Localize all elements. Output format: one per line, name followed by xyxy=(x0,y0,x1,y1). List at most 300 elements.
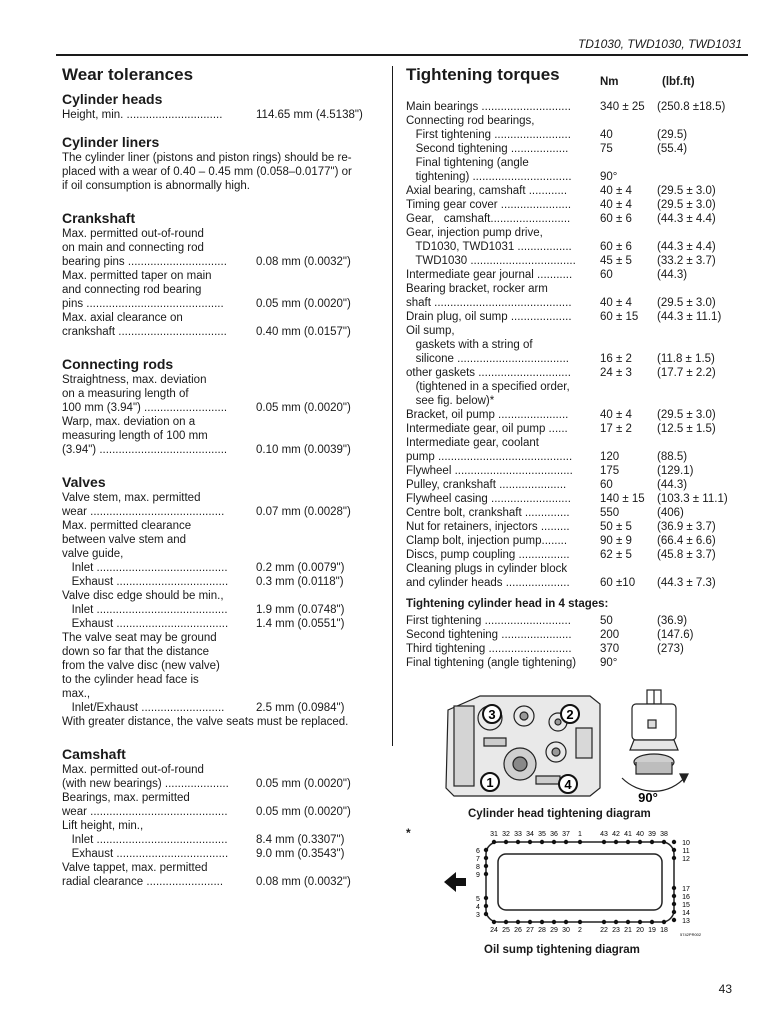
tolerance-row xyxy=(62,659,384,673)
sump-bolt-number: 10 xyxy=(682,840,690,847)
tolerance-row xyxy=(62,631,384,645)
sump-bolt-number: 27 xyxy=(526,927,534,934)
sump-bolt-dot xyxy=(672,840,676,844)
torque-nm: 90° xyxy=(600,171,618,183)
torque-nm: 90° xyxy=(600,657,618,669)
tolerance-label: Warp, max. deviation on a xyxy=(62,416,196,428)
tolerance-label: max., xyxy=(62,688,91,700)
tolerance-value: 9.0 mm (0.3543") xyxy=(256,848,345,860)
torque-nm: 120 xyxy=(600,451,620,463)
sump-bolt-number: 37 xyxy=(562,831,570,838)
sump-bolt-number: 13 xyxy=(682,918,690,925)
torque-row xyxy=(406,380,758,394)
torque-lbf: (17.7 ± 2.2) xyxy=(657,367,716,379)
torque-lbf: (11.8 ± 1.5) xyxy=(657,353,715,365)
sump-bolt-dot xyxy=(672,856,676,860)
sump-bolt-number: 42 xyxy=(612,831,620,838)
tolerance-label: pins ........................................... xyxy=(62,298,224,310)
torque-row xyxy=(406,394,758,408)
tolerance-row xyxy=(62,429,384,443)
tolerance-value: 0.05 mm (0.0020") xyxy=(256,402,351,414)
tolerance-row xyxy=(62,297,384,311)
connecting-rods-rows xyxy=(62,373,384,457)
sump-bolt-number: 2 xyxy=(578,927,582,934)
torque-label: Second tightening ...................... xyxy=(406,629,572,641)
sump-bolt-number: 20 xyxy=(636,927,644,934)
sump-bolt-dot xyxy=(492,840,496,844)
torque-label: Intermediate gear, oil pump ...... xyxy=(406,423,568,435)
sump-bolt-dot xyxy=(626,840,630,844)
tolerance-row xyxy=(62,833,384,847)
sump-bolt-dot xyxy=(672,902,676,906)
tolerance-label: valve guide, xyxy=(62,548,124,560)
sump-bolt-number: 41 xyxy=(624,831,632,838)
torque-lbf: (88.5) xyxy=(657,451,688,463)
torque-lbf: (44.3 ± 11.1) xyxy=(657,311,722,323)
torque-nm: 40 ± 4 xyxy=(600,409,632,421)
tolerance-row xyxy=(62,673,384,687)
torque-label: Flywheel casing ......................... xyxy=(406,493,571,505)
sump-bolt-number: 25 xyxy=(502,927,510,934)
torque-label: Bracket, oil pump ...................... xyxy=(406,409,569,421)
torque-row xyxy=(406,128,758,142)
stages-heading: Tightening cylinder head in 4 stages: xyxy=(406,598,609,610)
torque-row xyxy=(406,156,758,170)
torque-label: Third tightening .......................... xyxy=(406,643,572,655)
torque-lbf: (45.8 ± 3.7) xyxy=(657,549,716,561)
torque-row xyxy=(406,562,758,576)
torque-lbf: (29.5 ± 3.0) xyxy=(657,409,716,421)
sump-bolt-dot xyxy=(650,920,654,924)
tolerance-row xyxy=(62,875,384,889)
sump-bolt-dot xyxy=(650,840,654,844)
torque-nm: 75 xyxy=(600,143,613,155)
tolerance-row xyxy=(62,255,384,269)
header-rule xyxy=(56,54,748,56)
torque-lbf: (29.5) xyxy=(657,129,688,141)
tolerance-label: (3.94") ........................................ xyxy=(62,444,228,456)
torque-label: Main bearings ............................ xyxy=(406,101,571,113)
torque-nm: 40 ± 4 xyxy=(600,185,632,197)
sump-bolt-number: 24 xyxy=(490,927,498,934)
bolt-label-4: 4 xyxy=(564,777,572,792)
torque-label: gaskets with a string of xyxy=(406,339,533,351)
torque-row xyxy=(406,324,758,338)
torque-rows xyxy=(406,100,758,590)
torque-row xyxy=(406,184,758,198)
tolerance-label: Inlet ......................................... xyxy=(62,604,228,616)
torque-label: Clamp bolt, injection pump........ xyxy=(406,535,568,547)
tolerance-row xyxy=(62,589,384,603)
tolerance-row xyxy=(62,847,384,861)
sump-bolt-dot xyxy=(484,896,488,900)
torque-label: TD1030, TWD1031 ................. xyxy=(406,241,572,253)
torque-row xyxy=(406,114,758,128)
oil-sump-diagram-caption: Oil sump tightening diagram xyxy=(484,944,640,956)
sump-bolt-dot xyxy=(564,840,568,844)
tolerance-label: Max. permitted taper on main xyxy=(62,270,212,282)
cylinder-liners-text xyxy=(62,151,384,193)
torque-nm: 40 ± 4 xyxy=(600,199,632,211)
crankshaft-rows xyxy=(62,227,384,339)
torque-nm: 40 xyxy=(600,129,613,141)
tolerance-row xyxy=(62,443,384,457)
sump-bolt-number: 22 xyxy=(600,927,608,934)
torque-row xyxy=(406,254,758,268)
angle-tightening-drawing xyxy=(622,690,688,791)
torque-row xyxy=(406,656,758,670)
tolerance-row xyxy=(62,269,384,283)
torque-label: Cleaning plugs in cylinder block xyxy=(406,563,568,575)
tolerance-label: wear .......................................... xyxy=(62,506,225,518)
torque-label: Second tightening .................. xyxy=(406,143,569,155)
sump-bolt-number: 43 xyxy=(600,831,608,838)
tolerance-label: and connecting rod bearing xyxy=(62,284,202,296)
torque-nm: 370 xyxy=(600,643,620,655)
torque-row xyxy=(406,212,758,226)
stage-rows xyxy=(406,614,758,670)
sump-bolt-dot xyxy=(552,840,556,844)
sump-bolt-dot xyxy=(484,856,488,860)
torque-row xyxy=(406,520,758,534)
tolerance-label: Inlet/Exhaust .......................... xyxy=(62,702,225,714)
tolerance-row xyxy=(62,519,384,533)
tolerance-label: crankshaft .................................. xyxy=(62,326,227,338)
oil-sump-outline xyxy=(486,842,674,922)
valves-rows xyxy=(62,491,384,729)
tolerance-value: 114.65 mm (4.5138") xyxy=(256,109,363,121)
sump-bolt-dot xyxy=(672,918,676,922)
sump-bolt-dot xyxy=(638,840,642,844)
unit-header xyxy=(406,76,758,92)
tolerance-row xyxy=(62,505,384,519)
sump-bolt-number: 5 xyxy=(476,896,480,903)
sump-bolt-dot xyxy=(528,920,532,924)
torque-lbf: (129.1) xyxy=(657,465,694,477)
sump-bolt-dot xyxy=(484,848,488,852)
torque-row xyxy=(406,436,758,450)
torque-row xyxy=(406,352,758,366)
tightening-torques-column xyxy=(406,64,758,670)
tolerance-row xyxy=(62,819,384,833)
sump-bolt-dot xyxy=(602,840,606,844)
torque-label: Gear, camshaft......................... xyxy=(406,213,571,225)
torque-row xyxy=(406,450,758,464)
torque-row xyxy=(406,296,758,310)
torque-nm: 16 ± 2 xyxy=(600,353,632,365)
tolerance-row xyxy=(62,575,384,589)
torque-lbf: (36.9) xyxy=(657,615,688,627)
torque-row xyxy=(406,226,758,240)
header-models: TD1030, TWD1030, TWD1031 xyxy=(577,37,742,51)
torque-row xyxy=(406,366,758,380)
sump-bolt-dot xyxy=(614,840,618,844)
torque-label: Axial bearing, camshaft ............ xyxy=(406,185,568,197)
sump-bolt-dot xyxy=(672,910,676,914)
crankshaft-heading: Crankshaft xyxy=(62,210,136,226)
sump-bolt-dot xyxy=(484,864,488,868)
tolerance-row xyxy=(62,617,384,631)
sump-bolt-number: 34 xyxy=(526,831,534,838)
torque-row xyxy=(406,198,758,212)
torque-lbf: (250.8 ±18.5) xyxy=(657,101,726,113)
tolerance-row xyxy=(62,603,384,617)
tolerance-row xyxy=(62,533,384,547)
sump-bolt-dot xyxy=(602,920,606,924)
torque-label: Centre bolt, crankshaft .............. xyxy=(406,507,570,519)
torque-nm: 60 xyxy=(600,479,613,491)
sump-bolt-number: 6 xyxy=(476,848,480,855)
torque-label: Nut for retainers, injectors ......... xyxy=(406,521,570,533)
sump-bolt-number: 15 xyxy=(682,902,690,909)
unit-nm: Nm xyxy=(600,76,619,88)
torque-nm: 50 xyxy=(600,615,613,627)
torque-row xyxy=(406,534,758,548)
tolerance-value: 2.5 mm (0.0984") xyxy=(256,702,345,714)
sump-bolt-number: 1 xyxy=(578,831,582,838)
torque-row xyxy=(406,282,758,296)
tolerance-label: Straightness, max. deviation xyxy=(62,374,207,386)
torque-lbf: (44.3 ± 4.4) xyxy=(657,213,716,225)
sump-bolt-number: 4 xyxy=(476,904,480,911)
torque-row xyxy=(406,170,758,184)
tolerance-label: wear ........................................... xyxy=(62,806,228,818)
torque-row xyxy=(406,142,758,156)
tolerance-label: down so far that the distance xyxy=(62,646,210,658)
liners-text-line: The cylinder liner (pistons and piston rings) should be re- xyxy=(62,152,352,164)
sump-bolt-dot xyxy=(672,886,676,890)
unit-lbf: (lbf.ft) xyxy=(662,76,695,88)
tolerance-value: 0.08 mm (0.0032") xyxy=(256,876,351,888)
sump-bolt-dot xyxy=(492,920,496,924)
cylinder-heads-rows xyxy=(62,108,384,122)
sump-bolt-number: 14 xyxy=(682,910,690,917)
tolerance-label: Exhaust ................................... xyxy=(62,618,229,630)
figure-code: 5742PR002 xyxy=(680,932,702,937)
torque-row xyxy=(406,310,758,324)
column-divider xyxy=(392,66,393,746)
sump-bolt-number: 21 xyxy=(624,927,632,934)
torque-row xyxy=(406,338,758,352)
tolerance-label: bearing pins ............................... xyxy=(62,256,227,268)
torque-label: Drain plug, oil sump ................... xyxy=(406,311,572,323)
tolerance-row xyxy=(62,387,384,401)
sump-bolt-number: 12 xyxy=(682,856,690,863)
sump-bolt-number: 18 xyxy=(660,927,668,934)
sump-bolt-number: 28 xyxy=(538,927,546,934)
sump-bolt-dot xyxy=(614,920,618,924)
sump-bolt-number: 9 xyxy=(476,872,480,879)
sump-bolt-number: 17 xyxy=(682,886,690,893)
tolerance-row xyxy=(62,227,384,241)
sump-bolt-dot xyxy=(540,920,544,924)
torque-nm: 175 xyxy=(600,465,620,477)
camshaft-rows xyxy=(62,763,384,889)
cylinder-liners-heading: Cylinder liners xyxy=(62,134,160,150)
tolerance-label: Lift height, min., xyxy=(62,820,144,832)
tolerance-row xyxy=(62,777,384,791)
torque-lbf: (406) xyxy=(657,507,684,519)
torque-label: Flywheel ..................................... xyxy=(406,465,573,477)
torque-nm: 60 xyxy=(600,269,613,281)
tolerance-row xyxy=(62,561,384,575)
torque-row xyxy=(406,422,758,436)
torque-lbf: (273) xyxy=(657,643,684,655)
tolerance-row xyxy=(62,791,384,805)
torque-row xyxy=(406,614,758,628)
tolerance-row xyxy=(62,415,384,429)
tolerance-label: (with new bearings) .................... xyxy=(62,778,229,790)
cylinder-heads-heading: Cylinder heads xyxy=(62,91,163,107)
tolerance-label: Max. axial clearance on xyxy=(62,312,183,324)
sump-bolt-dot xyxy=(662,840,666,844)
tolerance-value: 1.9 mm (0.0748") xyxy=(256,604,345,616)
liners-text-line: placed with a wear of 0.40 – 0.45 mm (0.058–0.0177") or xyxy=(62,166,352,178)
torque-label: silicone ................................... xyxy=(406,353,569,365)
torque-nm: 62 ± 5 xyxy=(600,549,632,561)
sump-bolt-dot xyxy=(484,904,488,908)
tolerance-row xyxy=(62,763,384,777)
sump-bolt-dot xyxy=(672,894,676,898)
torque-nm: 60 ± 6 xyxy=(600,241,632,253)
torque-lbf: (55.4) xyxy=(657,143,688,155)
torque-label: Oil sump, xyxy=(406,325,455,337)
sump-bolt-number: 29 xyxy=(550,927,558,934)
torque-lbf: (29.5 ± 3.0) xyxy=(657,185,716,197)
tolerance-label: Max. permitted out-of-round xyxy=(62,228,204,240)
sump-bolt-number: 16 xyxy=(682,894,690,901)
tolerance-row xyxy=(62,373,384,387)
tolerance-value: 0.10 mm (0.0039") xyxy=(256,444,351,456)
tolerance-label: to the cylinder head face is xyxy=(62,674,199,686)
page-number: 43 xyxy=(718,982,732,996)
torque-label: other gaskets ............................. xyxy=(406,367,571,379)
torque-label: and cylinder heads .................... xyxy=(406,577,570,589)
tolerance-label: Max. permitted clearance xyxy=(62,520,192,532)
tolerance-value: 0.07 mm (0.0028") xyxy=(256,506,351,518)
tolerance-label: Exhaust ................................... xyxy=(62,848,229,860)
torque-nm: 140 ± 15 xyxy=(600,493,645,505)
sump-bolt-dot xyxy=(516,920,520,924)
torque-lbf: (29.5 ± 3.0) xyxy=(657,297,716,309)
sump-bolt-number: 3 xyxy=(476,912,480,919)
torque-nm: 40 ± 4 xyxy=(600,297,632,309)
torque-nm: 550 xyxy=(600,507,620,519)
torque-nm: 60 ±10 xyxy=(600,577,636,589)
oil-sump-diagram xyxy=(440,828,710,938)
tolerance-row xyxy=(62,715,384,729)
tolerance-row xyxy=(62,241,384,255)
sump-bolt-dot xyxy=(672,848,676,852)
tolerance-value: 8.4 mm (0.3307") xyxy=(256,834,345,846)
torque-label: pump .......................................... xyxy=(406,451,573,463)
tolerance-label: Bearings, max. permitted xyxy=(62,792,190,804)
sump-bolt-number: 39 xyxy=(648,831,656,838)
torque-lbf: (147.6) xyxy=(657,629,694,641)
liners-text-line: if oil consumption is abnormally high. xyxy=(62,180,250,192)
tolerance-row xyxy=(62,108,384,122)
tolerance-row xyxy=(62,325,384,339)
torque-label: shaft ........................................... xyxy=(406,297,572,309)
torque-nm: 90 ± 9 xyxy=(600,535,632,547)
cylinder-head-diagram-caption: Cylinder head tightening diagram xyxy=(468,808,651,820)
torque-label: Bearing bracket, rocker arm xyxy=(406,283,548,295)
torque-lbf: (66.4 ± 6.6) xyxy=(657,535,716,547)
sump-bolt-number: 11 xyxy=(682,848,690,855)
torque-nm: 60 ± 6 xyxy=(600,213,632,225)
sump-bolt-number: 30 xyxy=(562,927,570,934)
torque-lbf: (36.9 ± 3.7) xyxy=(657,521,716,533)
tolerance-row xyxy=(62,547,384,561)
sump-bolt-dot xyxy=(564,920,568,924)
torque-label: Intermediate gear, coolant xyxy=(406,437,539,449)
torque-label: First tightening ........................... xyxy=(406,615,571,627)
torque-label: see fig. below)* xyxy=(406,395,495,407)
sump-bolt-dot xyxy=(578,840,582,844)
sump-bolt-number: 19 xyxy=(648,927,656,934)
torque-row xyxy=(406,492,758,506)
torque-label: Connecting rod bearings, xyxy=(406,115,535,127)
sump-bolt-dot xyxy=(504,840,508,844)
footnote-asterisk: * xyxy=(406,826,411,840)
tightening-torques-title: Tightening torques xyxy=(406,65,560,84)
sump-bolt-dot xyxy=(484,872,488,876)
torque-nm: 200 xyxy=(600,629,620,641)
sump-bolt-dot xyxy=(504,920,508,924)
tolerance-label: The valve seat may be ground xyxy=(62,632,217,644)
torque-row xyxy=(406,408,758,422)
sump-bolt-number: 33 xyxy=(514,831,522,838)
tolerance-row xyxy=(62,805,384,819)
tolerance-label: radial clearance ........................ xyxy=(62,876,224,888)
cylinder-head-diagram xyxy=(440,688,700,806)
torque-row xyxy=(406,240,758,254)
torque-label: tightening) ............................... xyxy=(406,171,572,183)
tolerance-label: Max. permitted out-of-round xyxy=(62,764,204,776)
torque-nm: 340 ± 25 xyxy=(600,101,645,113)
torque-lbf: (33.2 ± 3.7) xyxy=(657,255,716,267)
torque-row xyxy=(406,464,758,478)
torque-row xyxy=(406,100,758,114)
torque-nm: 50 ± 5 xyxy=(600,521,632,533)
wear-tolerances-title: Wear tolerances xyxy=(62,65,194,84)
torque-row xyxy=(406,268,758,282)
sump-bolt-number: 40 xyxy=(636,831,644,838)
bolt-label-3: 3 xyxy=(488,707,496,722)
sump-bolt-number: 36 xyxy=(550,831,558,838)
sump-bolt-dot xyxy=(516,840,520,844)
sump-bolt-dot xyxy=(528,840,532,844)
sump-bolt-number: 26 xyxy=(514,927,522,934)
sump-bolt-number: 35 xyxy=(538,831,546,838)
tolerance-label: 100 mm (3.94") .......................... xyxy=(62,402,228,414)
direction-arrow-icon xyxy=(444,872,466,892)
torque-label: Pulley, crankshaft ..................... xyxy=(406,479,567,491)
tolerance-label: Inlet ......................................... xyxy=(62,562,228,574)
tolerance-value: 0.05 mm (0.0020") xyxy=(256,806,351,818)
camshaft-heading: Camshaft xyxy=(62,746,126,762)
torque-lbf: (44.3) xyxy=(657,479,688,491)
sump-bolt-number: 38 xyxy=(660,831,668,838)
torque-lbf: (44.3) xyxy=(657,269,688,281)
torque-lbf: (12.5 ± 1.5) xyxy=(657,423,716,435)
sump-bolt-number: 7 xyxy=(476,856,480,863)
sump-bolt-number: 8 xyxy=(476,864,480,871)
torque-nm: 45 ± 5 xyxy=(600,255,632,267)
tolerance-label: on main and connecting rod xyxy=(62,242,204,254)
tolerance-value: 1.4 mm (0.0551") xyxy=(256,618,345,630)
connecting-rods-heading: Connecting rods xyxy=(62,356,174,372)
